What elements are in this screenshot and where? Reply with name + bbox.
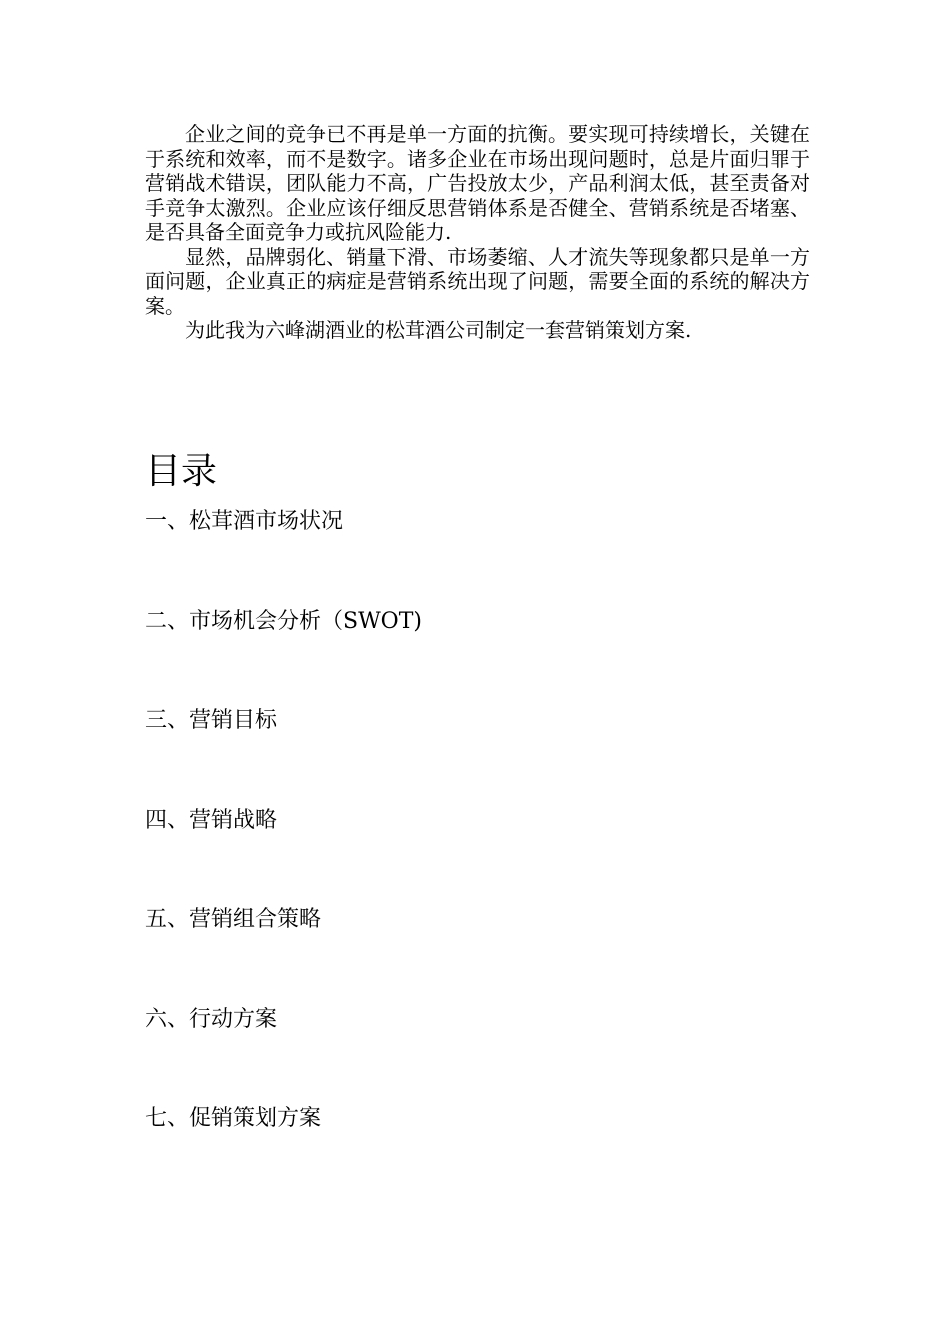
toc-item-5: 五、营销组合策略 [145, 907, 322, 932]
intro-paragraph-3: 为此我为六峰湖酒业的松茸酒公司制定一套营销策划方案. [185, 318, 692, 342]
intro-paragraph-1: 企业之间的竞争已不再是单一方面的抗衡。要实现可持续增长，关键在于系统和效率，而不是数字。诸多企业在市场出现问题时，总是片面归罪于营销战术错误，团队能力不高，广告投放太少，产品利润太低，甚至责备对手竞争太激烈。企业应该仔细反思营销体系是否健全、营销系统是否堵塞、是否具备全面竞争力或抗风险能力. [145, 122, 810, 244]
toc-item-1: 一、松茸酒市场状况 [145, 509, 344, 534]
toc-item-2: 二、市场机会分析（SWOT) [145, 609, 422, 634]
intro-paragraph-2: 显然，品牌弱化、销量下滑、市场萎缩、人才流失等现象都只是单一方面问题，企业真正的病症是营销系统出现了问题，需要全面的系统的解决方案。 [145, 244, 810, 318]
toc-item-3: 三、营销目标 [145, 708, 278, 733]
intro-section [145, 122, 810, 343]
toc-title: 目录 [145, 451, 218, 492]
toc-item-7: 七、促销策划方案 [145, 1106, 322, 1131]
toc-item-6: 六、行动方案 [145, 1007, 278, 1032]
toc-item-4: 四、营销战略 [145, 808, 278, 833]
